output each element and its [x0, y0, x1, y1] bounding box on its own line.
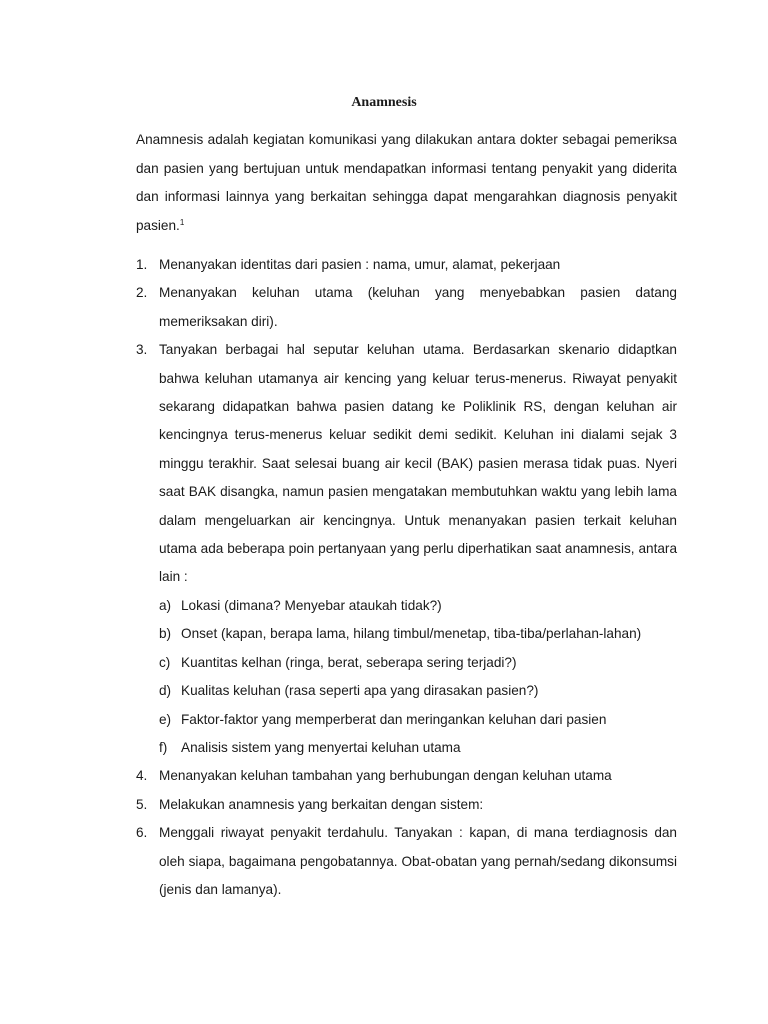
- sublist-item-e: [159, 706, 677, 734]
- list-item-3: [136, 336, 677, 762]
- list-number: 2.: [136, 285, 148, 301]
- sublist-letter: e): [159, 711, 172, 727]
- sublist-letter: f): [159, 739, 168, 755]
- list-text: Menanyakan keluhan tambahan yang berhubungan dengan keluhan utama: [159, 768, 612, 784]
- sublist-text: Lokasi (dimana? Menyebar ataukah tidak?): [181, 597, 442, 613]
- sublist-text: Onset (kapan, berapa lama, hilang timbul/menetap, tiba-tiba/perlahan-lahan): [181, 626, 642, 642]
- sublist-item-a: [159, 592, 677, 620]
- sublist-text: Kualitas keluhan (rasa seperti apa yang dirasakan pasien?): [181, 683, 539, 699]
- sublist-item-f: [159, 734, 677, 762]
- intro-paragraph: [136, 126, 677, 240]
- list-number: 1.: [136, 257, 148, 272]
- list-item-6: [136, 819, 677, 904]
- intro-text: Anamnesis adalah kegiatan komunikasi yang dilakukan antara dokter sebagai pemeriksa dan pasien yang bertujuan untuk mendapatkan informasi tentang penyakit yang diderita dan informasi lainnya yang berkaitan sehingga dapat mengarahkan diagnosis penyakit pasien.: [136, 132, 677, 233]
- sublist-item-c: [159, 649, 677, 677]
- sublist-letter: d): [159, 683, 172, 699]
- list-text: Tanyakan berbagai hal seputar keluhan utama. Berdasarkan skenario didaptkan bahwa keluhan utamanya air kencing yang keluar terus-menerus. Riwayat penyakit sekarang didapatkan bahwa pasien datang ke Poliklinik RS, dengan keluhan air kencingnya terus-menerus keluar sedikit demi sedikit. Keluhan ini dialami sejak 3 minggu terakhir. Saat selesai buang air kecil (BAK) pasien merasa tidak puas. Nyeri saat BAK disangka, namun pasien mengatakan membutuhkan waktu yang lebih lama dalam mengeluarkan air kencingnya. Untuk menanyakan pasien terkait keluhan utama ada beberapa poin pertanyaan yang perlu diperhatikan saat anamnesis, antara lain :: [159, 342, 677, 585]
- sublist-text: Analisis sistem yang menyertai keluhan utama: [181, 739, 461, 755]
- sublist-item-b: [159, 620, 677, 648]
- list-text: Melakukan anamnesis yang berkaitan dengan sistem:: [159, 796, 484, 812]
- list-text: Menanyakan identitas dari pasien : nama, umur, alamat, pekerjaan: [159, 257, 561, 272]
- sublist-text: Faktor-faktor yang memperberat dan meringankan keluhan dari pasien: [181, 711, 607, 727]
- document-title: Anamnesis: [351, 95, 417, 110]
- sublist-text: Kuantitas kelhan (ringa, berat, seberapa sering terjadi?): [181, 654, 517, 670]
- list-item-4: [136, 762, 677, 790]
- list-number: 4.: [136, 768, 148, 784]
- sublist-item-d: [159, 677, 677, 705]
- list-number: 6.: [136, 825, 148, 841]
- list-text: Menanyakan keluhan utama (keluhan yang menyebabkan pasien datang memeriksakan diri).: [159, 285, 677, 329]
- list-number: 3.: [136, 342, 148, 358]
- lettered-sublist: [159, 592, 677, 762]
- numbered-list: [136, 251, 677, 904]
- list-number: 5.: [136, 796, 148, 812]
- list-item-1: [136, 251, 677, 279]
- list-item-5: [136, 791, 677, 819]
- list-item-2: [136, 279, 677, 336]
- sublist-letter: a): [159, 597, 172, 613]
- list-text: Menggali riwayat penyakit terdahulu. Tanyakan : kapan, di mana terdiagnosis dan oleh siapa, bagaimana pengobatannya. Obat-obatan yang pernah/sedang dikonsumsi (jenis dan lamanya).: [159, 825, 677, 897]
- sublist-letter: b): [159, 626, 172, 642]
- footnote-marker: 1: [179, 217, 185, 227]
- sublist-letter: c): [159, 654, 171, 670]
